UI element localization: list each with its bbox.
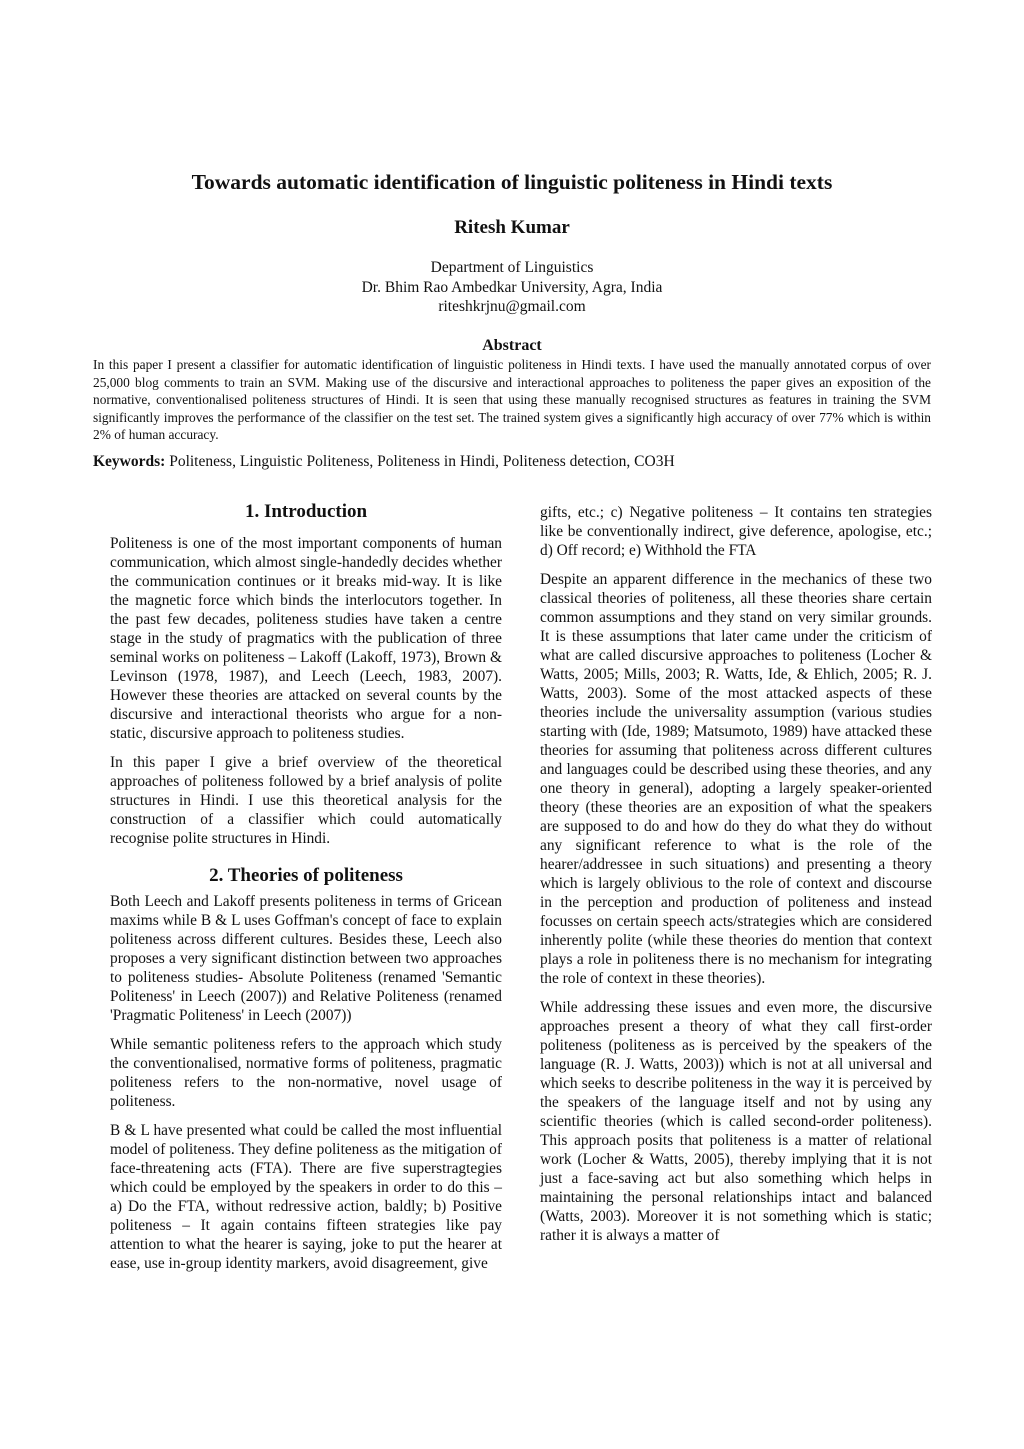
author-name: Ritesh Kumar (454, 217, 570, 238)
keywords-line (93, 453, 931, 471)
paragraph: While addressing these issues and even more, the discursive approaches present a theory of what they call first-order politeness (politeness as is perceived by the speakers of the language (R. J. Watts, 2003)) which is not at all universal and which seeks to describe politeness in the way it is perceived by the speakers of the language itself and not by using any scientific theories (which is called second-order politeness). This approach posits that politeness is a matter of relational work (Locher & Watts, 2005), thereby implying that it is not just a face-saving act but also something which helps in maintaining the personal relationships intact and balanced (Watts, 2003). Moreover it is not something which is static; rather it is always a matter of (540, 999, 932, 1244)
abstract-heading: Abstract (482, 337, 542, 354)
paragraph: Politeness is one of the most important components of human communication, which almost single-handedly decides whether the communication continues or it breaks mid-way. It is like the magnetic force which binds the interlocutors together. In the past few decades, politeness studies have taken a centre stage in the study of pragmatics with the publication of three seminal works on politeness – Lakoff (Lakoff, 1973), Brown & Levinson (1978, 1987), and Leech (Leech, 1983, 2007). However these theories are attacked on several counts by the discursive and interactional theorists who argue for a non-static, discursive approach to politeness studies. (110, 535, 502, 742)
affiliation-block (0, 258, 1024, 317)
left-column (110, 500, 502, 1283)
paragraph: While semantic politeness refers to the approach which study the conventionalised, normative forms of politeness, pragmatic politeness refers to the non-normative, novel usage of politeness. (110, 1036, 502, 1110)
section-heading-theories: 2. Theories of politeness (209, 865, 403, 886)
keywords-label: Keywords: (93, 453, 166, 470)
abstract-text: In this paper I present a classifier for automatic identification of linguistic politeness in Hindi texts. I have used the manually annotated corpus of over 25,000 blog comments to train an SVM. Making use of the discursive and interactional approaches to politeness the paper gives an exposition of the normative, conventionalised politeness structures of Hindi. It is seen that using these manually recognised structures as features in training the SVM significantly improves the performance of the classifier on the test set. The trained system gives a significantly high accuracy of over 77% which is within 2% of human accuracy. (93, 357, 931, 443)
paragraph: B & L have presented what could be called the most influential model of politeness. They define politeness as the mitigation of face-threatening acts (FTA). There are five superstragtegies which could be employed by the speakers in order to do this – a) Do the FTA, without redressive action, baldly; b) Positive politeness – It again contains fifteen strategies like pay attention to what the hearer is saying, joke to put the hearer at ease, use in-group identity markers, avoid disagreement, give (110, 1122, 502, 1272)
paragraph: Despite an apparent difference in the mechanics of these two classical theories of politeness, all these theories share certain common assumptions and they stand on very similar grounds. It is these assumptions that later came under the criticism of what are called discursive approaches to politeness (Locher & Watts, 2005; Mills, 2003; R. Watts, Ide, & Ehlich, 2005; R. J. Watts, 2003). Some of the most attacked aspects of these theories include the universality assumption (various studies starting with (Ide, 1989; Matsumoto, 1989) have attacked these theories for assuming that politeness across different cultures and languages could be described using these theories, and any one theory in general), adopting a largely speaker-oriented theory (these theories are an exposition of what the speakers are supposed to do and how do they do what they do without any significant reference to what is the role of the hearer/addressee in such situations) and presenting a theory which is largely oblivious to the role of context and discourse in the perception and production of politeness and instead focusses on certain speech acts/strategies which are considered inherently polite (while these theories do mention that context plays a role in politeness there is no mechanism for integrating the role of context in these theories). (540, 571, 932, 987)
section-heading-introduction: 1. Introduction (244, 501, 368, 522)
affiliation-department: Department of Linguistics (430, 259, 594, 276)
author-email: riteshkrjnu@gmail.com (438, 298, 586, 315)
keywords-text: Politeness, Linguistic Politeness, Politeness in Hindi, Politeness detection, CO3H (169, 453, 675, 470)
paragraph: Both Leech and Lakoff presents politeness in terms of Gricean maxims while B & L uses Goffman's concept of face to explain politeness across different cultures. Besides these, Leech also proposes a very significant distinction between two approaches to politeness studies- Absolute Politeness (renamed 'Semantic Politeness' in Leech (2007)) and Relative Politeness (renamed 'Pragmatic Politeness' in Leech (2007)) (110, 893, 502, 1024)
paragraph: In this paper I give a brief overview of the theoretical approaches of politeness followed by a brief analysis of polite structures in Hindi. I use this theoretical analysis for the construction of a classifier which could automatically recognise polite structures in Hindi. (110, 754, 502, 847)
paper-title: Towards automatic identification of linguistic politeness in Hindi texts (191, 170, 833, 194)
paragraph: gifts, etc.; c) Negative politeness – It contains ten strategies like be conventionally indirect, give deference, apologise, etc.; d) Off record; e) Withhold the FTA (540, 504, 932, 559)
right-column (540, 503, 932, 1255)
affiliation-university: Dr. Bhim Rao Ambedkar University, Agra, India (361, 278, 663, 296)
